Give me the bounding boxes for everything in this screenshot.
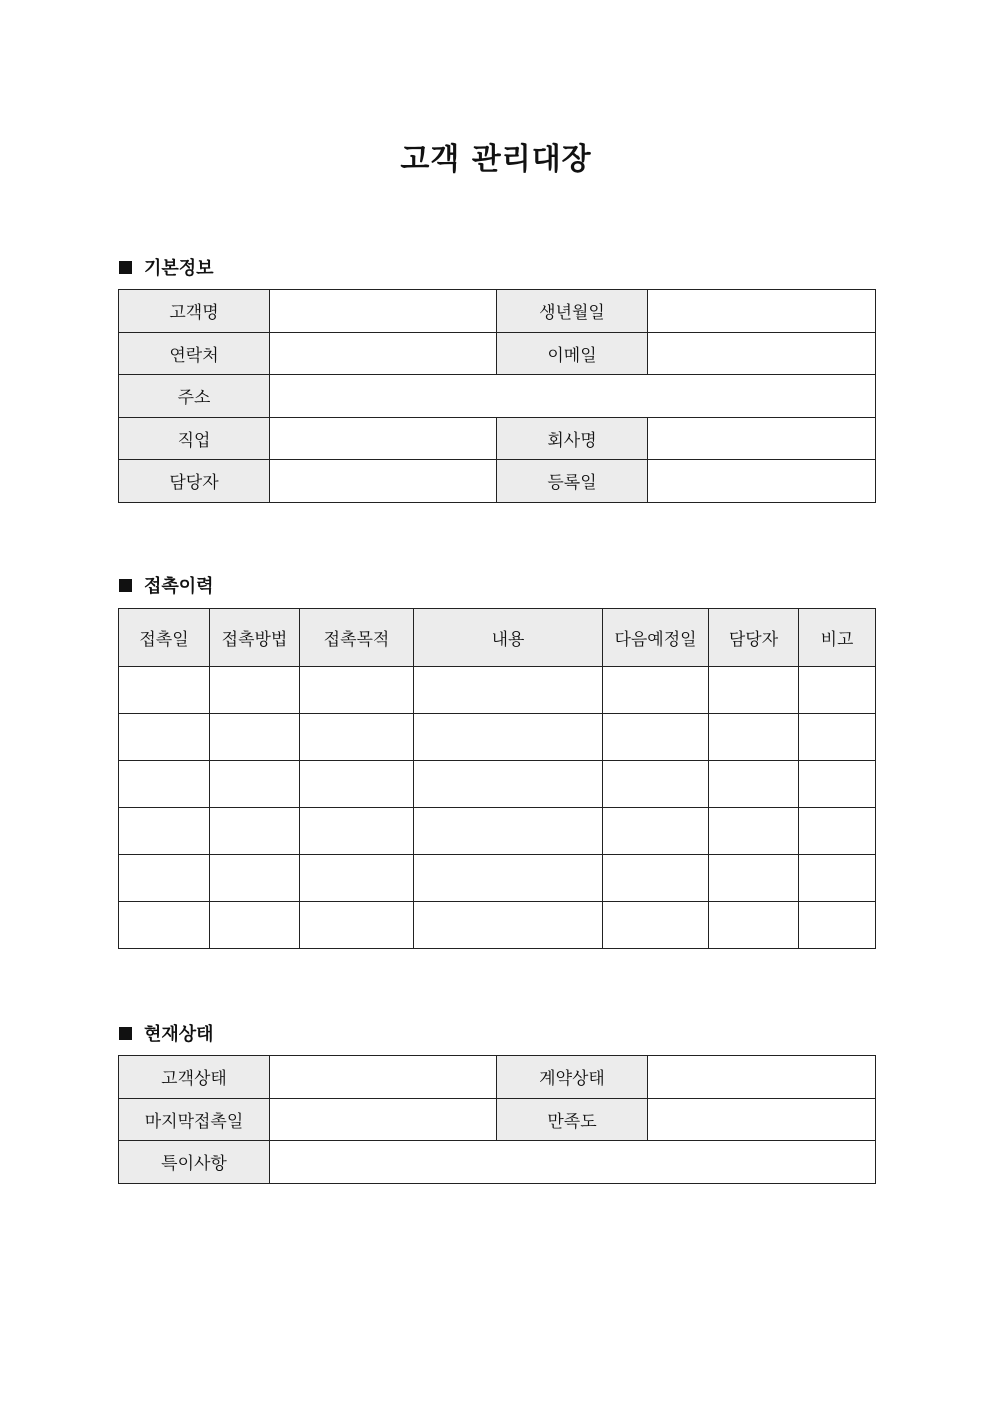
contract-status-label: 계약상태 [497, 1056, 648, 1099]
contact-field[interactable] [270, 332, 497, 375]
section-heading-label: 현재상태 [144, 1024, 214, 1045]
contact-history-table [118, 608, 876, 949]
history-cell[interactable] [119, 855, 210, 902]
contact-label: 연락처 [119, 332, 270, 375]
history-cell[interactable] [210, 808, 300, 855]
customer-name-label: 고객명 [119, 290, 270, 333]
table-row [119, 375, 876, 418]
last-contact-field[interactable] [270, 1098, 497, 1141]
remarks-label: 특이사항 [119, 1141, 270, 1184]
table-header-row [119, 609, 876, 667]
history-cell[interactable] [119, 761, 210, 808]
history-cell[interactable] [414, 714, 603, 761]
email-label: 이메일 [497, 332, 648, 375]
history-cell[interactable] [414, 855, 603, 902]
company-label: 회사명 [497, 417, 648, 460]
table-row [119, 332, 876, 375]
history-cell[interactable] [119, 667, 210, 714]
table-row [119, 290, 876, 333]
table-row [119, 808, 876, 855]
table-row [119, 417, 876, 460]
history-cell[interactable] [603, 714, 709, 761]
history-cell[interactable] [603, 808, 709, 855]
history-cell[interactable] [709, 808, 799, 855]
history-rows [119, 667, 876, 949]
history-cell[interactable] [799, 714, 876, 761]
address-label: 주소 [119, 375, 270, 418]
remarks-field[interactable] [270, 1141, 876, 1184]
customer-status-label: 고객상태 [119, 1056, 270, 1099]
history-cell[interactable] [414, 808, 603, 855]
column-header: 내용 [414, 609, 603, 667]
registered-field[interactable] [648, 460, 876, 503]
table-row [119, 1098, 876, 1141]
history-cell[interactable] [603, 902, 709, 949]
history-cell[interactable] [300, 855, 414, 902]
page-title: 고객 관리대장 [400, 142, 592, 177]
history-cell[interactable] [210, 855, 300, 902]
birthdate-field[interactable] [648, 290, 876, 333]
square-bullet-icon [119, 1027, 132, 1040]
customer-name-field[interactable] [270, 290, 497, 333]
column-header: 접촉일 [119, 609, 210, 667]
history-cell[interactable] [709, 761, 799, 808]
table-row [119, 902, 876, 949]
table-row [119, 761, 876, 808]
history-cell[interactable] [799, 902, 876, 949]
table-row [119, 460, 876, 503]
history-cell[interactable] [119, 808, 210, 855]
history-cell[interactable] [709, 902, 799, 949]
history-cell[interactable] [414, 667, 603, 714]
history-cell[interactable] [210, 714, 300, 761]
customer-status-field[interactable] [270, 1056, 497, 1099]
registered-label: 등록일 [497, 460, 648, 503]
manager-field[interactable] [270, 460, 497, 503]
address-field[interactable] [270, 375, 876, 418]
history-cell[interactable] [210, 667, 300, 714]
history-cell[interactable] [709, 714, 799, 761]
history-cell[interactable] [300, 761, 414, 808]
job-field[interactable] [270, 417, 497, 460]
column-header: 다음예정일 [603, 609, 709, 667]
history-cell[interactable] [799, 761, 876, 808]
table-row [119, 714, 876, 761]
history-cell[interactable] [210, 902, 300, 949]
history-cell[interactable] [300, 667, 414, 714]
job-label: 직업 [119, 417, 270, 460]
contract-status-field[interactable] [648, 1056, 876, 1099]
history-cell[interactable] [709, 855, 799, 902]
section-heading-label: 기본정보 [144, 258, 214, 279]
square-bullet-icon [119, 579, 132, 592]
history-cell[interactable] [709, 667, 799, 714]
table-row [119, 667, 876, 714]
last-contact-label: 마지막접촉일 [119, 1098, 270, 1141]
column-header: 담당자 [709, 609, 799, 667]
square-bullet-icon [119, 261, 132, 274]
history-cell[interactable] [799, 808, 876, 855]
satisfaction-label: 만족도 [497, 1098, 648, 1141]
section-heading-status [119, 1020, 214, 1046]
manager-label: 담당자 [119, 460, 270, 503]
table-row [119, 1056, 876, 1099]
history-cell[interactable] [300, 714, 414, 761]
company-field[interactable] [648, 417, 876, 460]
section-heading-history [119, 572, 214, 598]
current-status-table [118, 1055, 876, 1184]
history-cell[interactable] [414, 761, 603, 808]
section-heading-basic [119, 254, 214, 280]
history-cell[interactable] [119, 902, 210, 949]
table-row [119, 855, 876, 902]
history-cell[interactable] [603, 855, 709, 902]
satisfaction-field[interactable] [648, 1098, 876, 1141]
table-row [119, 1141, 876, 1184]
column-header: 비고 [799, 609, 876, 667]
column-header: 접촉목적 [300, 609, 414, 667]
history-cell[interactable] [603, 761, 709, 808]
history-cell[interactable] [300, 902, 414, 949]
basic-info-table [118, 289, 876, 503]
birthdate-label: 생년월일 [497, 290, 648, 333]
history-cell[interactable] [210, 761, 300, 808]
history-cell[interactable] [119, 714, 210, 761]
history-cell[interactable] [603, 667, 709, 714]
section-heading-label: 접촉이력 [144, 576, 214, 597]
history-cell[interactable] [799, 667, 876, 714]
email-field[interactable] [648, 332, 876, 375]
history-cell[interactable] [799, 855, 876, 902]
column-header: 접촉방법 [210, 609, 300, 667]
history-cell[interactable] [300, 808, 414, 855]
history-cell[interactable] [414, 902, 603, 949]
